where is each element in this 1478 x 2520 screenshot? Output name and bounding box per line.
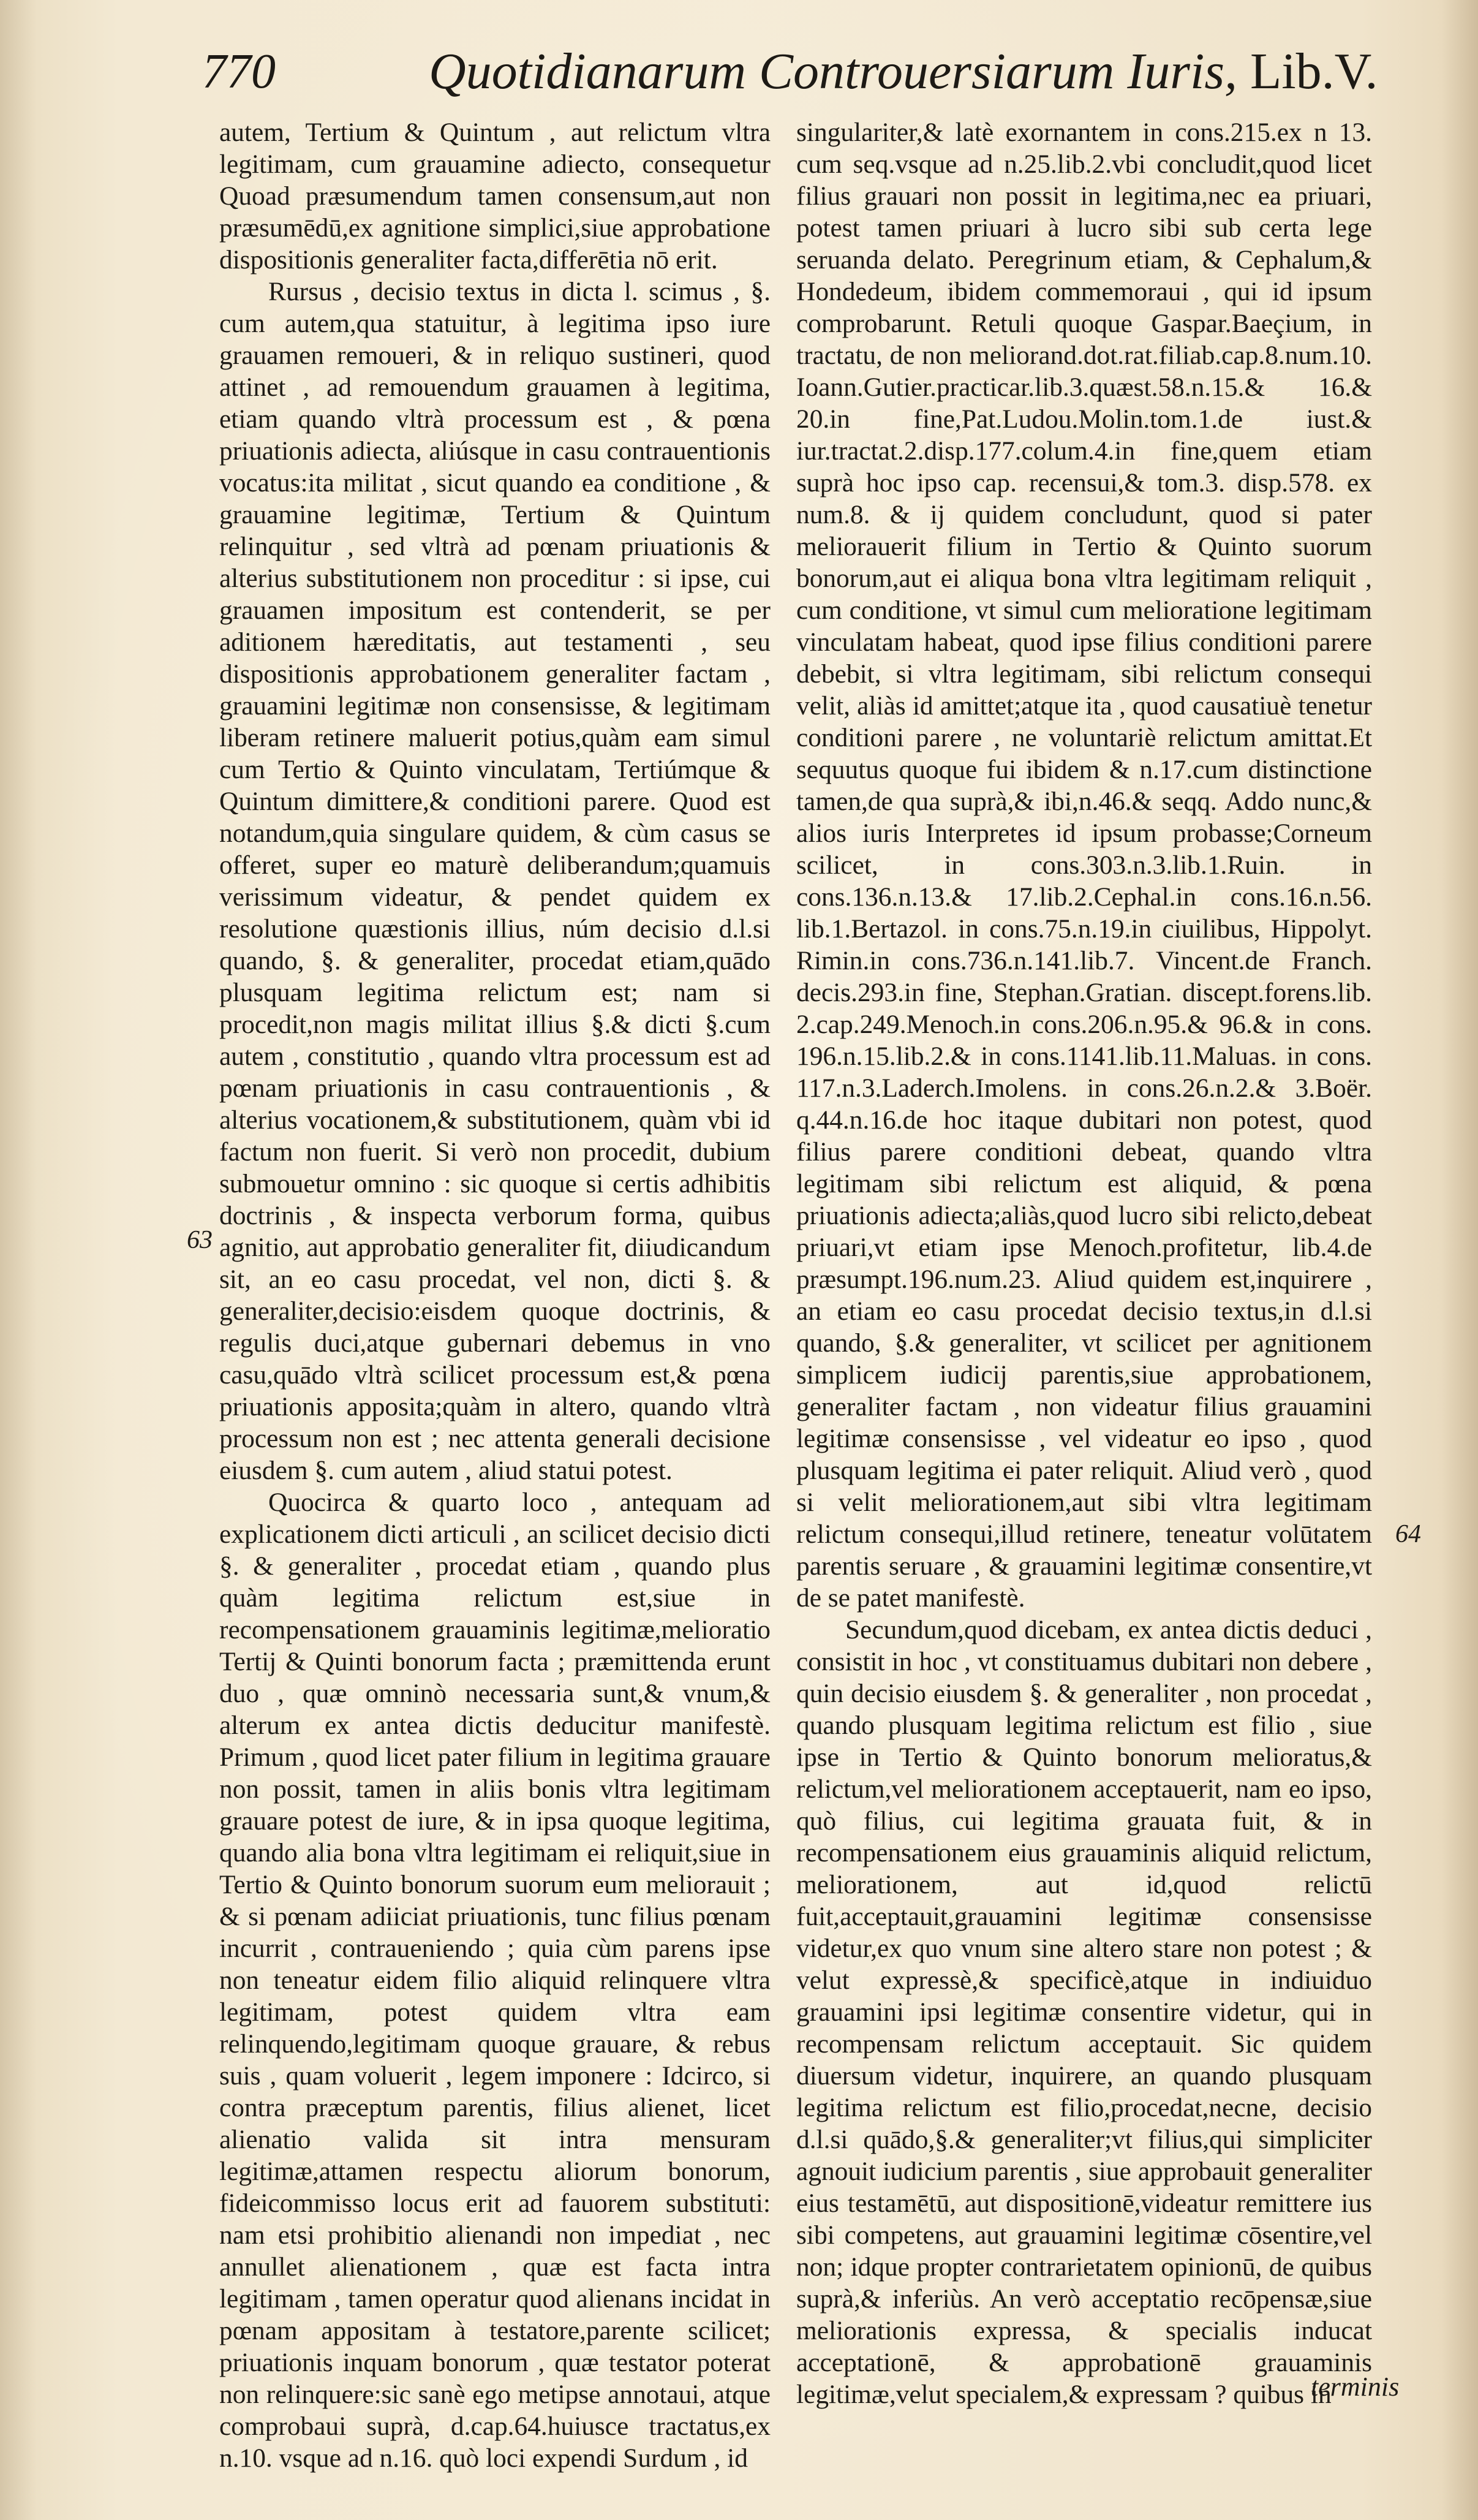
paragraph: autem, Tertium & Quintum , aut relictum vltra legitimam, cum grauamine adiecto, consequetur Quoad præsumendum tamen consensum,aut non præsumēdū,ex agnitione simplici,siue approbatione dispositionis generaliter facta,differētia nō erit. xyxy=(219,118,771,274)
page-header xyxy=(0,38,1478,118)
paragraph: Quocirca & quarto loco , antequam ad explicationem dicti articuli , an scilicet decisio dicti §. & generaliter , procedat etiam , quando plus quàm legitima relictum est,siue in recompensationem grauaminis legitimæ,melioratio Tertij & Quinti bonorum facta ; præmittenda erunt duo , quæ omninò necessaria sunt,& vnum,& alterum ex antea dictis deducitur manifestè. Primum , quod licet pater filium in legitima grauare non possit, tamen in aliis bonis vltra legitimam grauare potest de iure, & in ipsa quoque legitima, quando alia bona vltra legitimam ei reliquit,siue in Tertio & Quinto bonorum suorum eum meliorauit ; & si pœnam adiiciat priuationis, tunc filius pœnam incurrit , contraueniendo ; quia cùm parens ipse non teneatur eidem filio aliquid relinquere vltra legitimam, potest quidem vltra eam relinquendo,legitimam quoque grauare, & rebus suis , quam voluerit , legem imponere : Idcirco, si contra præceptum parentis, filius alienet, licet alienatio valida sit intra mensuram legitimæ,attamen respectu aliorum bonorum, fideicommisso locus erit ad fauorem substituti: nam etsi prohibitio alienandi non impediat , nec annullet alienationem , quæ est facta intra legitimam , tamen operatur quod alienans incidat in pœnam appositam à testatore,parente scilicet; priuationis inquam bonorum , quæ testator poterat non relinquere:sic sanè ego metipse annotaui, atque comprobaui suprà, d.cap.64.huiusce tractatus,ex n.10. vsque ad n.16. quò loci expendi Surdum , id xyxy=(219,1488,771,2473)
catchword: terminis xyxy=(1311,2372,1400,2402)
right-column xyxy=(796,116,1372,2410)
paragraph: Rursus , decisio textus in dicta l. scimus , §. cum autem,qua statuitur, à legitima ipso iure grauamen remoueri, & in reliquo sustineri, quod attinet , ad remouendum grauamen à legitima, etiam quando vltrà processum est , & pœna priuationis adiecta, aliúsque in casu contrauentionis vocatus:ita militat , sicut quando ea conditione , & grauamine legitimæ, Tertium & Quintum relinquitur , sed vltrà ad pœnam priuationis & alterius substitutionem non proceditur : si ipse, cui grauamen impositum est contenderit, se per aditionem hæreditatis, aut testamenti , seu dispositionis approbationem generaliter factam , grauamini legitimæ non consensisse, & legitimam liberam retinere maluerit potius,quàm eam simul cum Tertio & Quinto vinculatam, Tertiúmque & Quintum dimittere,& conditioni parere. Quod est notandum,quia singulare quidem, & cùm casus se offeret, super eo maturè deliberandum;quamuis verissimum videatur, & pendet quidem ex resolutione quæstionis illius, núm decisio d.l.si quando, §. & generaliter, procedat etiam,quādo plusquam legitima relictum est; nam si procedit,non magis militat illius §.& dicti §.cum autem , constitutio , quando vltra processum est ad pœnam priuationis in casu contrauentionis , & alterius vocationem,& substitutionem, quàm vbi id factum non fuerit. Si verò non procedit, dubium submouetur omnino : sic quoque si certis adhibitis doctrinis , & inspecta verborum forma, quibus agnitio, aut approbatio generaliter fit, diiudicandum sit, an eo casu procedat, vel non, dicti §. & generaliter,decisio:eisdem quoque doctrinis, & regulis duci,atque gubernari debemus in vno casu,quādo vltrà scilicet processum est,& pœna priuationis apposita;quàm in altero, quando vltrà processum non est ; nec attenta generali decisione eiusdem §. cum autem , aliud statui potest. xyxy=(219,277,771,1485)
marginal-number: 63 xyxy=(187,1226,213,1254)
page-edge-shadow xyxy=(0,0,37,2520)
page-number: 770 xyxy=(202,45,276,99)
running-title xyxy=(429,38,1378,105)
left-column xyxy=(219,116,771,2474)
page-edge-shadow xyxy=(1441,0,1478,2520)
paragraph: singulariter,& latè exornantem in cons.215.ex n 13. cum seq.vsque ad n.25.lib.2.vbi concludit,quod licet filius grauari non possit in legitima,nec ea priuari, potest tamen priuari à lucro sibi sub certa lege seruanda delato. Peregrinum etiam, & Cephalum,& Hondedeum, ibidem commemoraui , qui id ipsum comprobarunt. Retuli quoque Gaspar.Baeçium, in tractatu, de non meliorand.dot.rat.filiab.cap.8.num.10. Ioann.Gutier.practicar.lib.3.quæst.58.n.15.& 16.& 20.in fine,Pat.Ludou.Molin.tom.1.de iust.& iur.tractat.2.disp.177.colum.4.in fine,quem etiam suprà hoc ipso cap. recensui,& tom.3. disp.578. ex num.8. & ij quidem concludunt, quod si pater meliorauerit filium in Tertio & Quinto suorum bonorum,aut ei aliqua bona vltra legitimam reliquit , cum conditione, vt simul cum melioratione legitimam vinculatam habeat, quod ipse filius conditioni parere debebit, si vltra legitimam, sibi relictum consequi velit, aliàs id amittet;atque ita , quod causatiuè tenetur conditioni parere , ne voluntariè relictum amittat.Et sequutus quoque fui ibidem & n.17.cum distinctione tamen,de qua suprà,& ibi,n.46.& seqq. Addo nunc,& alios iuris Interpretes id ipsum probasse;Corneum scilicet, in cons.303.n.3.lib.1.Ruin. in cons.136.n.13.& 17.lib.2.Cephal.in cons.16.n.56. lib.1.Bertazol. in cons.75.n.19.in ciuilibus, Hippolyt. Rimin.in cons.736.n.141.lib.7. Vincent.de Franch. decis.293.in fine, Stephan.Gratian. discept.forens.lib. 2.cap.249.Menoch.in cons.206.n.95.& 96.& in cons. 196.n.15.lib.2.& in cons.1141.lib.11.Maluas. in cons. 117.n.3.Laderch.Imolens. in cons.26.n.2.& 3.Boër. q.44.n.16.de hoc itaque dubitari non potest, quod filius parere conditioni debeat, quando vltra legitimam sibi relictum est aliquid, & pœna priuationis adiecta;aliàs,quod lucro sibi relicto,debeat priuari,vt etiam ipse Menoch.profitetur, lib.4.de præsumpt.196.num.23. Aliud quidem est,inquirere , an etiam eo casu procedat decisio textus,in d.l.si quando, §.& generaliter, vt scilicet per agnitionem simplicem iudicij parentis,siue approbationem, generaliter factam , non videatur filius grauamini legitimæ consensisse , vel videatur eo ipso , quod plusquam legitima ei pater reliquit. Aliud verò , quod si velit meliorationem,aut sibi vltra legitimam relictum consequi,illud retinere, teneatur volūtatem parentis seruare , & grauamini legitimæ consentire,vt de se patet manifestè. xyxy=(796,118,1372,1613)
book-number: Lib.V. xyxy=(1250,43,1378,100)
paragraph: Secundum,quod dicebam, ex antea dictis deduci , consistit in hoc , vt constituamus dubitari non debere , quin decisio eiusdem §. & generaliter , non procedat , quando plusquam legitima relictum est filio , siue ipse in Tertio & Quinto bonorum melioratus,& relictum,vel meliorationem acceptauerit, nam eo ipso, quò filius, cui legitima grauata fuit, & in recompensationem eius grauaminis aliquid relictum, meliorationem, aut id,quod relictū fuit,acceptauit,grauamini legitimæ consensisse videtur,ex quo vnum sine altero stare non potest ; & velut expressè,& specificè,atque in indiuiduo grauamini ipsi legitimæ consentire videtur, qui in recompensam relictum acceptauit. Sic quidem diuersum videtur, inquirere, an quando plusquam legitima relictum est filio,procedat,necne, decisio d.l.si quādo,§.& generaliter;vt filius,qui simpliciter agnouit iudicium parentis , siue approbauit generaliter eius testamētū, aut dispositionē,videatur remittere ius sibi competens, aut grauamini legitimæ cōsentire,vel non; idque propter contrarietatem opinionū, de quibus suprà,& inferiùs. An verò acceptatio recōpensæ,siue meliorationis expressa, & specialis inducat acceptationē, & approbationē grauaminis legitimæ,velut specialem,& expressam ? quibus in xyxy=(796,1615,1372,2409)
running-title-text: Quotidianarum Controuersiarum Iuris, xyxy=(429,43,1238,100)
marginal-number: 64 xyxy=(1395,1520,1421,1548)
